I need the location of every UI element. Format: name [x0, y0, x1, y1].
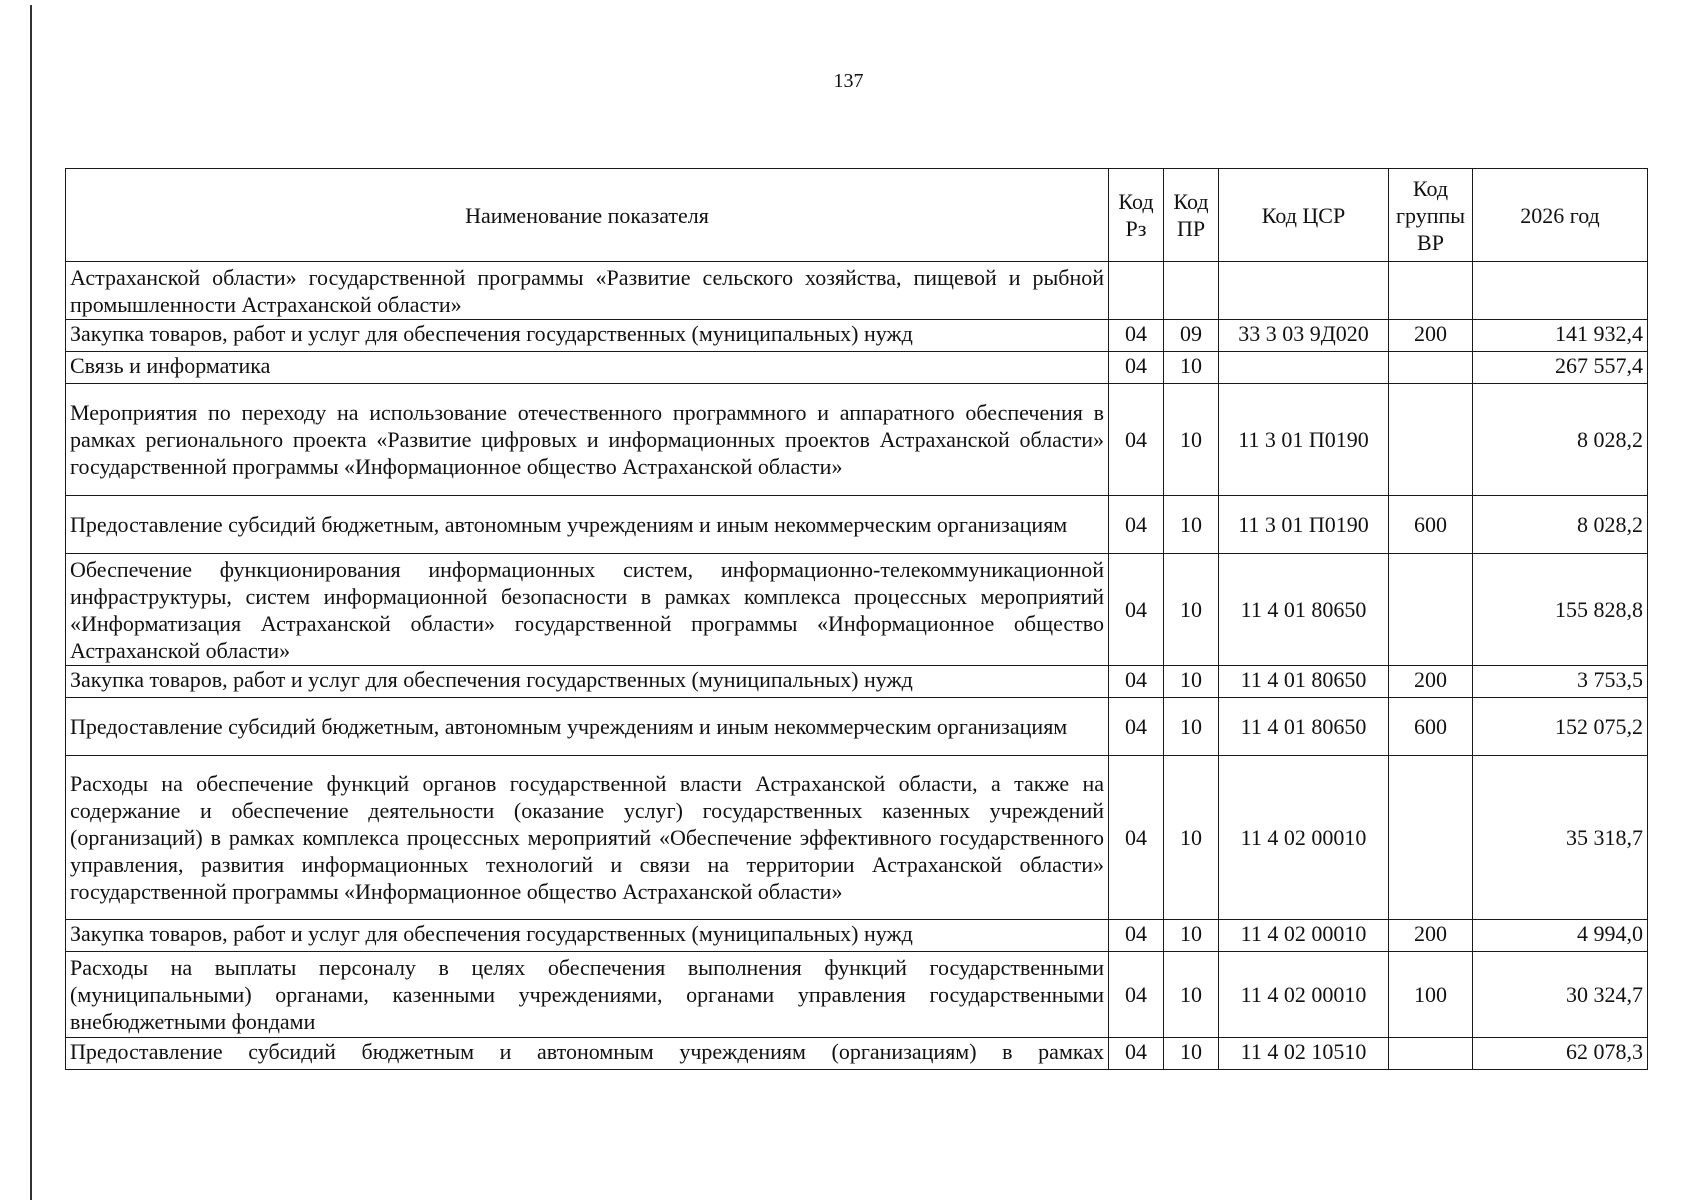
row-amount: 141 932,4: [1473, 320, 1648, 352]
row-csr: 11 4 01 80650: [1219, 666, 1389, 698]
header-vr: Код группы ВР: [1389, 169, 1473, 262]
row-rz: 04: [1109, 554, 1164, 666]
table-row: [66, 920, 1648, 952]
header-pr: Код ПР: [1164, 169, 1219, 262]
row-csr: 11 4 01 80650: [1219, 554, 1389, 666]
table-row: [66, 320, 1648, 352]
row-name: Обеспечение функционирования информационных систем, информационно-телекоммуникационной инфраструктуры, систем информационной безопасности в рамках комплекса процессных мероприятий «Информатизация Астраханской области» государственной программы «Информационное общество Астраханской области»: [66, 554, 1109, 666]
row-csr: 11 4 02 00010: [1219, 920, 1389, 952]
table-row: [66, 352, 1648, 384]
header-rz: Код Рз: [1109, 169, 1164, 262]
row-rz: 04: [1109, 698, 1164, 756]
table-row: [66, 384, 1648, 496]
row-pr: 10: [1164, 952, 1219, 1038]
row-rz: 04: [1109, 384, 1164, 496]
row-csr: 11 3 01 П0190: [1219, 496, 1389, 554]
table-header-row: [66, 169, 1648, 262]
page-number: 137: [833, 70, 864, 92]
row-vr: 200: [1389, 920, 1473, 952]
row-amount: 8 028,2: [1473, 496, 1648, 554]
row-rz: 04: [1109, 1038, 1164, 1070]
row-vr: [1389, 554, 1473, 666]
row-amount: 8 028,2: [1473, 384, 1648, 496]
row-name: Предоставление субсидий бюджетным, автономным учреждениям и иным некоммерческим организациям: [66, 698, 1109, 756]
row-vr: [1389, 1038, 1473, 1070]
row-name: Закупка товаров, работ и услуг для обеспечения государственных (муниципальных) нужд: [66, 666, 1109, 698]
budget-table: [65, 168, 1648, 1070]
row-csr: 11 4 02 00010: [1219, 952, 1389, 1038]
row-pr: 10: [1164, 698, 1219, 756]
header-name: Наименование показателя: [66, 169, 1109, 262]
table-row: [66, 1038, 1648, 1070]
row-pr: 10: [1164, 384, 1219, 496]
row-csr: 33 3 03 9Д020: [1219, 320, 1389, 352]
row-amount: 155 828,8: [1473, 554, 1648, 666]
row-csr: 11 4 02 00010: [1219, 756, 1389, 920]
row-vr: 600: [1389, 698, 1473, 756]
row-name: Мероприятия по переходу на использование отечественного программного и аппаратного обеспечения в рамках регионального проекта «Развитие цифровых и информационных проектов Астраханской области» государственной программы «Информационное общество Астраханской области»: [66, 384, 1109, 496]
row-name: Закупка товаров, работ и услуг для обеспечения государственных (муниципальных) нужд: [66, 920, 1109, 952]
row-amount: 30 324,7: [1473, 952, 1648, 1038]
row-rz: 04: [1109, 496, 1164, 554]
row-rz: 04: [1109, 666, 1164, 698]
row-vr: [1389, 756, 1473, 920]
row-name: Расходы на выплаты персоналу в целях обеспечения выполнения функций государственными (муниципальными) органами, казенными учреждениями, органами управления государственными внебюджетными фондами: [66, 952, 1109, 1038]
table-row: [66, 666, 1648, 698]
row-rz: [1109, 262, 1164, 320]
row-amount: [1473, 262, 1648, 320]
table-row: [66, 262, 1648, 320]
table-row: [66, 952, 1648, 1038]
row-csr: [1219, 352, 1389, 384]
row-vr: [1389, 352, 1473, 384]
row-pr: 09: [1164, 320, 1219, 352]
row-csr: 11 4 01 80650: [1219, 698, 1389, 756]
row-pr: 10: [1164, 666, 1219, 698]
row-csr: [1219, 262, 1389, 320]
header-csr: Код ЦСР: [1219, 169, 1389, 262]
row-pr: 10: [1164, 496, 1219, 554]
row-pr: 10: [1164, 756, 1219, 920]
table-row: [66, 554, 1648, 666]
row-amount: 3 753,5: [1473, 666, 1648, 698]
row-pr: 10: [1164, 554, 1219, 666]
row-rz: 04: [1109, 352, 1164, 384]
row-name: Закупка товаров, работ и услуг для обеспечения государственных (муниципальных) нужд: [66, 320, 1109, 352]
row-name: Связь и информатика: [66, 352, 1109, 384]
row-rz: 04: [1109, 756, 1164, 920]
row-pr: 10: [1164, 920, 1219, 952]
row-vr: 200: [1389, 320, 1473, 352]
row-rz: 04: [1109, 920, 1164, 952]
row-csr: 11 3 01 П0190: [1219, 384, 1389, 496]
row-rz: 04: [1109, 952, 1164, 1038]
row-rz: 04: [1109, 320, 1164, 352]
row-vr: 100: [1389, 952, 1473, 1038]
row-amount: 35 318,7: [1473, 756, 1648, 920]
table-row: [66, 496, 1648, 554]
row-amount: 152 075,2: [1473, 698, 1648, 756]
table-row: [66, 698, 1648, 756]
row-csr: 11 4 02 10510: [1219, 1038, 1389, 1070]
scan-edge-line: [30, 5, 32, 1200]
row-vr: [1389, 384, 1473, 496]
row-pr: 10: [1164, 352, 1219, 384]
row-name: Расходы на обеспечение функций органов государственной власти Астраханской области, а также на содержание и обеспечение деятельности (оказание услуг) государственных казенных учреждений (организаций) в рамках комплекса процессных мероприятий «Обеспечение эффективного государственного управления, развития информационных технологий и связи на территории Астраханской области» государственной программы «Информационное общество Астраханской области»: [66, 756, 1109, 920]
row-amount: 62 078,3: [1473, 1038, 1648, 1070]
header-year: 2026 год: [1473, 169, 1648, 262]
row-amount: 267 557,4: [1473, 352, 1648, 384]
row-pr: [1164, 262, 1219, 320]
row-vr: [1389, 262, 1473, 320]
row-vr: 200: [1389, 666, 1473, 698]
table-row: [66, 756, 1648, 920]
row-name: Предоставление субсидий бюджетным и автономным учреждениям (организациям) в рамках: [66, 1038, 1109, 1070]
row-pr: 10: [1164, 1038, 1219, 1070]
row-name: Предоставление субсидий бюджетным, автономным учреждениям и иным некоммерческим организациям: [66, 496, 1109, 554]
row-vr: 600: [1389, 496, 1473, 554]
row-name: Астраханской области» государственной программы «Развитие сельского хозяйства, пищевой и рыбной промышленности Астраханской области»: [66, 262, 1109, 320]
row-amount: 4 994,0: [1473, 920, 1648, 952]
